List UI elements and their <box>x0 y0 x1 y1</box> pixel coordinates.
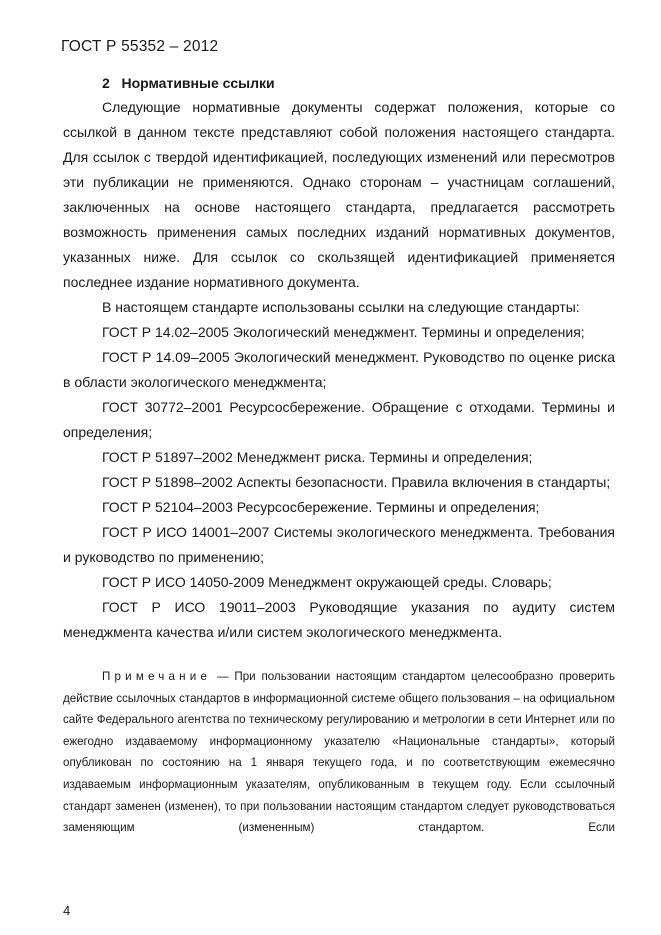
section-title: Нормативные ссылки <box>121 75 275 91</box>
reference-gost-r-14-09: ГОСТ Р 14.09–2005 Экологический менеджмент. Руководство по оценке риска в области экологического менеджмента; <box>63 349 615 390</box>
reference-gost-r-iso-19011: ГОСТ Р ИСО 19011–2003 Руководящие указания по аудиту систем менеджмента качества и/или систем экологического менеджмента. <box>63 599 615 640</box>
page-number: 4 <box>63 903 71 918</box>
reference-gost-30772: ГОСТ 30772–2001 Ресурсосбережение. Обращение с отходами. Термины и определения; <box>63 399 615 440</box>
document-header: ГОСТ Р 55352 – 2012 <box>61 38 219 55</box>
reference-gost-r-51898: ГОСТ Р 51898–2002 Аспекты безопасности. Правила включения в стандарты; <box>102 474 611 490</box>
reference-gost-r-51897: ГОСТ Р 51897–2002 Менеджмент риска. Термины и определения; <box>102 449 533 465</box>
note-text: — При пользовании настоящим стандартом целесообразно проверить действие ссылочных стандартов в информационной системе общего пользования – на официальном сайте Федерального агентства по техническому регулированию и метрологии в сети Интернет или по ежегодно издаваемому информационному указателю «Национальные стандарты», который опубликован по состоянию на 1 января текущего года, и по соответствующим ежемесячно издаваемым информационным указателям, опубликованным в текущем году. Если ссылочный стандарт заменен (изменен), то при пользовании настоящим стандартом следует руководствоваться заменяющим (измененным) стандартом. Если <box>63 670 615 835</box>
section-number: 2 <box>102 75 110 91</box>
paragraph-refs-lead: В настоящем стандарте использованы ссылки на следующие стандарты: <box>102 299 580 315</box>
note-label: Примечание <box>102 670 212 683</box>
note-block <box>63 666 615 839</box>
reference-gost-r-iso-14001: ГОСТ Р ИСО 14001–2007 Системы экологического менеджмента. Требования и руководство по применению; <box>63 524 615 565</box>
reference-gost-r-14-02: ГОСТ Р 14.02–2005 Экологический менеджмент. Термины и определения; <box>102 324 585 340</box>
reference-gost-r-iso-14050: ГОСТ Р ИСО 14050-2009 Менеджмент окружающей среды. Словарь; <box>102 574 552 590</box>
section-heading <box>63 73 615 95</box>
reference-gost-r-52104: ГОСТ Р 52104–2003 Ресурсосбережение. Термины и определения; <box>102 499 540 515</box>
paragraph-intro: Следующие нормативные документы содержат положения, которые со ссылкой в данном тексте представляют собой положения настоящего стандарта. Для ссылок с твердой идентификацией, последующих изменений или пересмотров эти публикации не применяются. Однако сторонам – участницам соглашений, заключенных на основе настоящего стандарта, предлагается рассмотреть возможность применения самых последних изданий нормативных документов, указанных ниже. Для ссылок со скользящей идентификацией применяется последнее издание нормативного документа. <box>63 99 615 290</box>
page-content <box>63 73 615 839</box>
